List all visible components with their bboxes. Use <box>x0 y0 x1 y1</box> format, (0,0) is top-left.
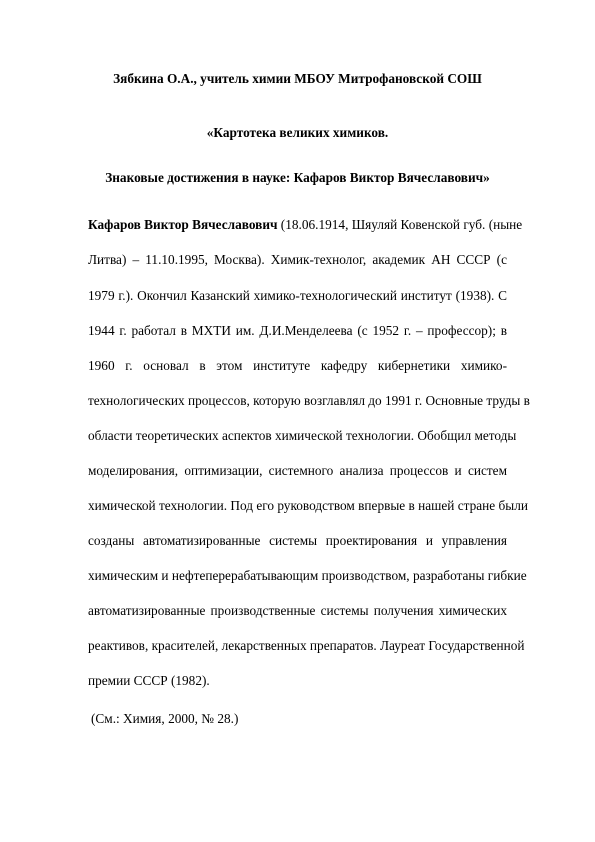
author-line: Зябкина О.А., учитель химии МБОУ Митрофановской СОШ <box>113 71 482 86</box>
line-text: (18.06.1914, Шяуляй Ковенской губ. (ныне <box>277 217 523 232</box>
reference-note: (См.: Химия, 2000, № 28.) <box>91 711 239 726</box>
paragraph-line <box>88 217 523 233</box>
paragraph-line: созданы автоматизированные системы проектирования и управления <box>88 533 507 548</box>
paragraph-line: области теоретических аспектов химической технологии. Обобщил методы <box>88 428 517 443</box>
paragraph-line: технологических процессов, которую возглавлял до 1991 г. Основные труды в <box>88 393 530 408</box>
paragraph-line: химическим и нефтеперерабатывающим производством, разработаны гибкие <box>88 568 527 583</box>
paragraph-line: химической технологии. Под его руководством впервые в нашей стране были <box>88 498 528 513</box>
paragraph-line: моделирования, оптимизации, системного анализа процессов и систем <box>88 463 507 478</box>
paragraph-line: 1960 г. основал в этом институте кафедру кибернетики химико- <box>88 358 507 373</box>
document-subtitle: Знаковые достижения в науке: Кафаров Виктор Вячеславович» <box>105 170 490 185</box>
paragraph-line: 1944 г. работал в МХТИ им. Д.И.Менделеева (с 1952 г. – профессор); в <box>88 323 507 338</box>
paragraph-line: премии СССР (1982). <box>88 673 210 688</box>
person-name: Кафаров Виктор Вячеславович <box>88 217 278 232</box>
paragraph-line: автоматизированные производственные системы получения химических <box>88 603 507 618</box>
paragraph-line: Литва) – 11.10.1995, Москва). Химик-технолог, академик АН СССР (с <box>88 252 507 267</box>
document-title: «Картотека великих химиков. <box>206 125 389 140</box>
paragraph-line: реактивов, красителей, лекарственных препаратов. Лауреат Государственной <box>88 638 525 653</box>
paragraph-line: 1979 г.). Окончил Казанский химико-технологический институт (1938). С <box>88 288 507 303</box>
